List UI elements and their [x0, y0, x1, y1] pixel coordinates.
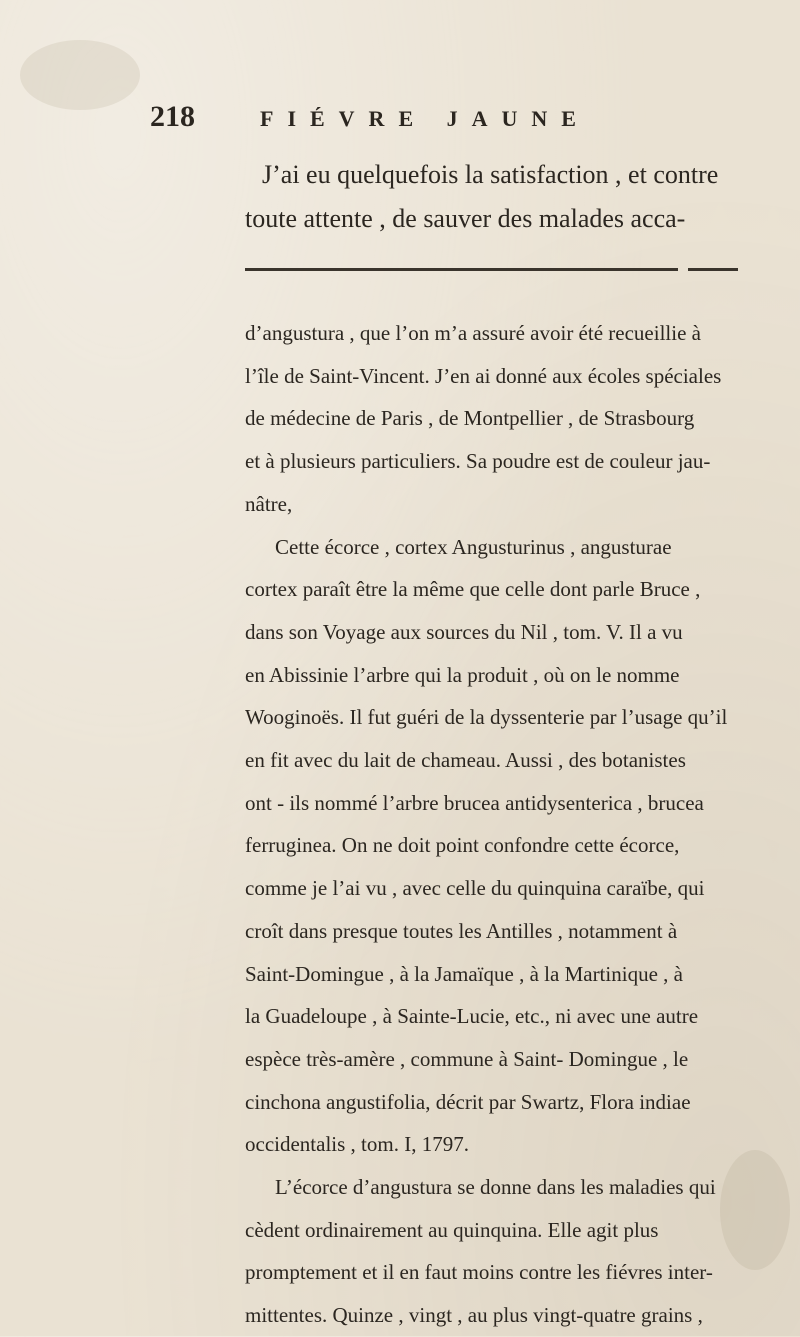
text-line: mittentes. Quinze , vingt , au plus vingt-quatre grains , [245, 1303, 703, 1328]
text-line: dans son Voyage aux sources du Nil , tom. V. Il a vu [245, 619, 683, 644]
text-line: Cette écorce , cortex Angusturinus , angusturae [275, 534, 672, 559]
text-line: la Guadeloupe , à Sainte-Lucie, etc., ni avec une autre [245, 1004, 699, 1029]
text-line: Wooginoës. Il fut guéri de la dyssenterie par l’usage qu’il [245, 705, 728, 730]
text-line: en fit avec du lait de chameau. Aussi , des botanistes [245, 748, 686, 773]
text-line: d’angustura , que l’on m’a assuré avoir été recueillie à [245, 321, 701, 345]
text-line: ferruginea. On ne doit point confondre cette écorce, [245, 833, 680, 858]
text-line: occidentalis , tom. I, 1797. [245, 1132, 469, 1157]
text-line: cortex paraît être la même que celle dont parle Bruce , [245, 577, 701, 602]
top-fragment [245, 153, 745, 241]
text-line: cèdent ordinairement au quinquina. Elle agit plus [245, 1217, 659, 1242]
text-line: de médecine de Paris , de Montpellier , de Strasbourg [245, 406, 695, 431]
paper-stain [20, 40, 140, 110]
text-line: comme je l’ai vu , avec celle du quinquina caraïbe, qui [245, 876, 705, 901]
text-line: Saint-Domingue , à la Jamaïque , à la Martinique , à [245, 961, 683, 986]
text-line: croît dans presque toutes les Antilles , notamment à [245, 918, 678, 943]
text-line: cinchona angustifolia, décrit par Swartz, Flora indiae [245, 1089, 691, 1114]
text-line: en Abissinie l’arbre qui la produit , où on le nomme [245, 662, 680, 687]
text-line: J’ai eu quelquefois la satisfaction , et contre [262, 160, 719, 189]
running-head [150, 100, 630, 140]
text-line: espèce très-amère , commune à Saint- Domingue , le [245, 1046, 689, 1071]
separator-rule [688, 268, 738, 271]
text-line: ont - ils nommé l’arbre brucea antidysenterica , brucea [245, 790, 704, 815]
separator-rule [245, 268, 678, 271]
text-line: L’écorce d’angustura se donne dans les maladies qui [275, 1175, 716, 1200]
text-line: nâtre, [245, 491, 293, 516]
text-line: promptement et il en faut moins contre les fiévres inter- [245, 1260, 713, 1285]
main-text [245, 312, 745, 1337]
running-title: FIÉVRE JAUNE [260, 106, 590, 131]
text-line: et à plusieurs particuliers. Sa poudre est de couleur jau- [245, 449, 711, 474]
text-line: l’île de Saint-Vincent. J’en ai donné aux écoles spéciales [245, 363, 722, 388]
text-line: toute attente , de sauver des malades acca- [245, 204, 686, 233]
page-number: 218 [150, 100, 195, 133]
